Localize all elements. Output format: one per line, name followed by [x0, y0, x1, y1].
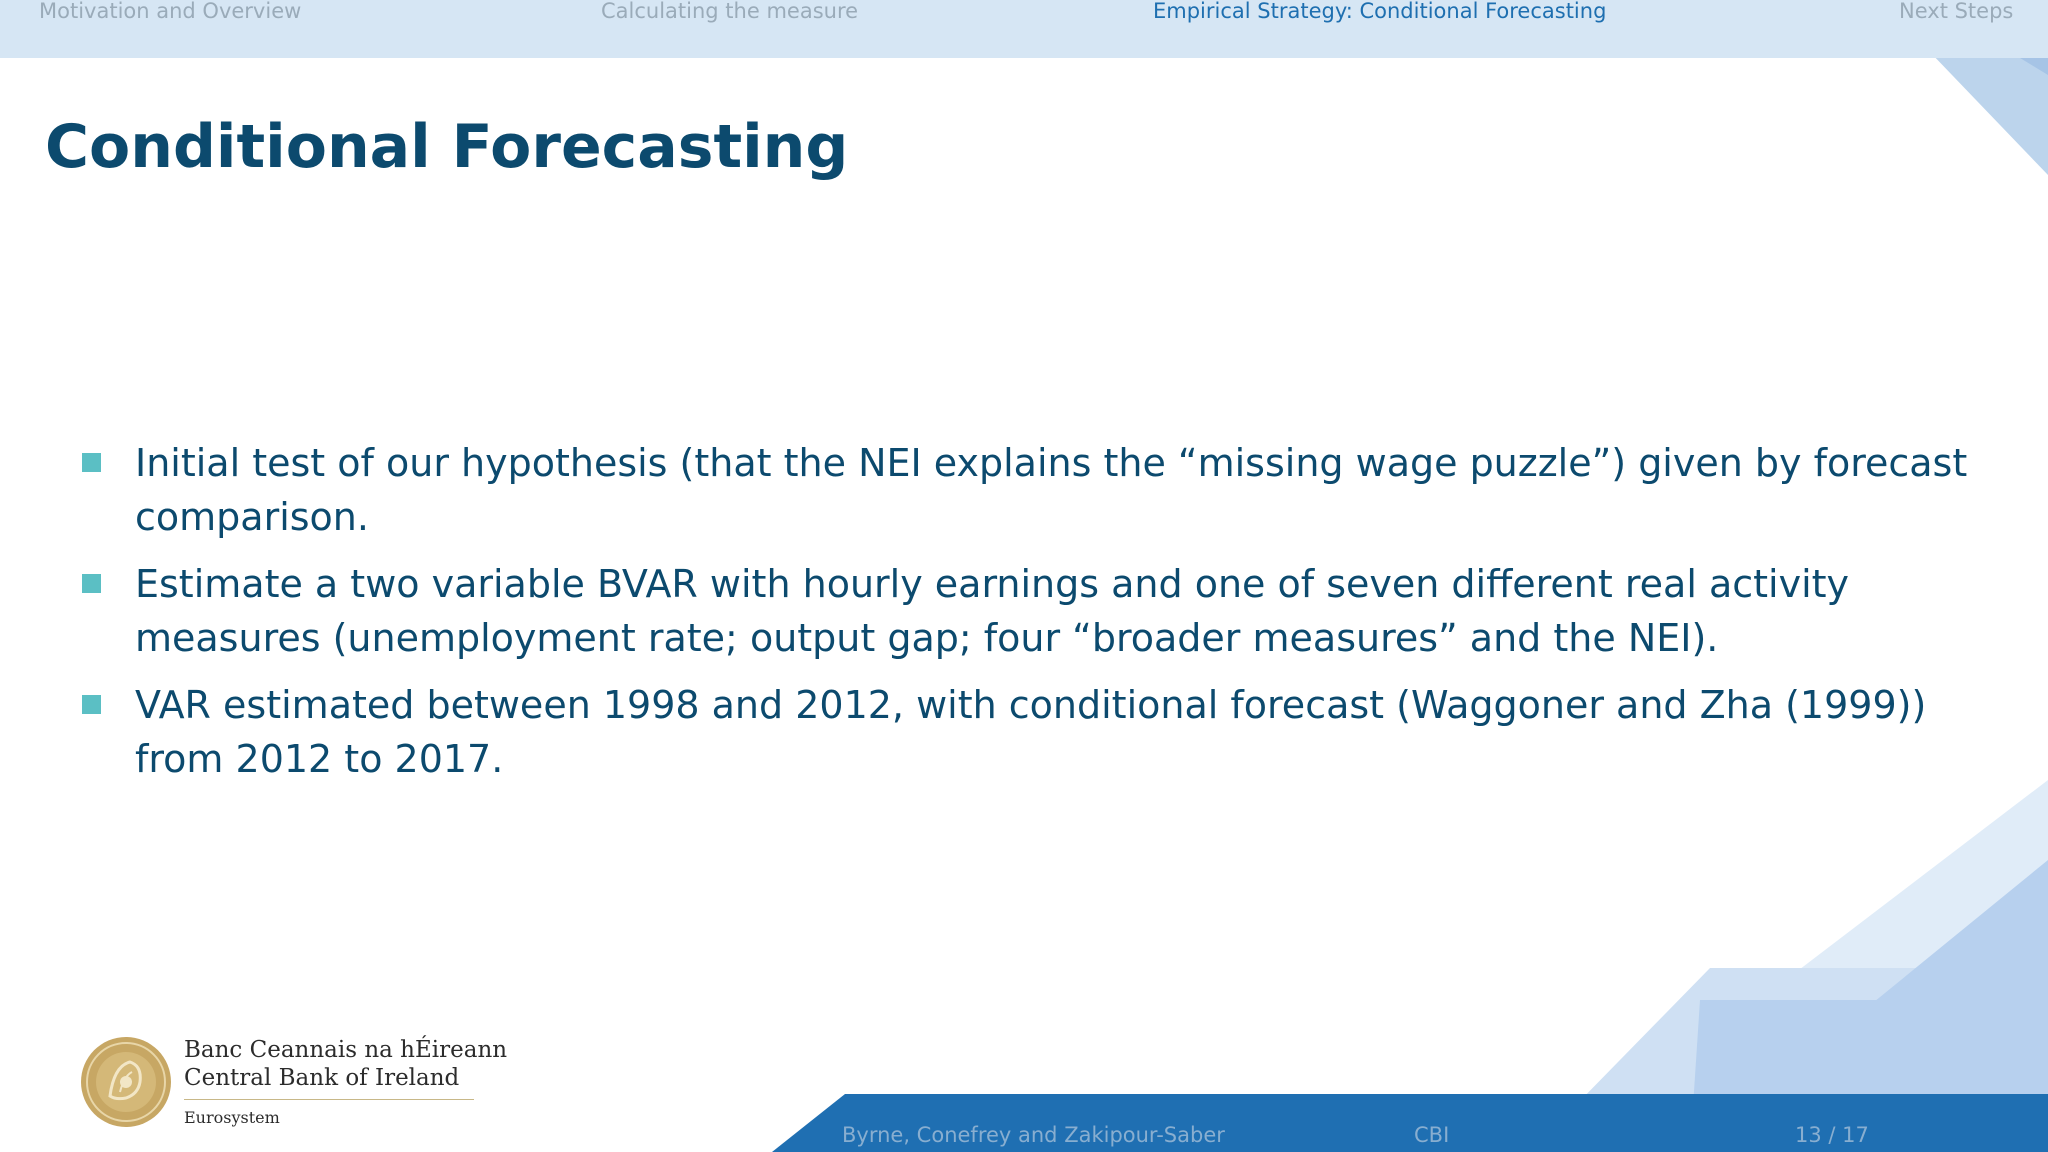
list-item [82, 678, 1982, 786]
bullet-list [82, 436, 1982, 799]
nav-item-motivation[interactable]: Motivation and Overview [39, 0, 302, 23]
list-item [82, 557, 1982, 665]
list-item [82, 436, 1982, 544]
page-title: Conditional Forecasting [45, 112, 849, 182]
nav-item-next-steps[interactable]: Next Steps [1899, 0, 2014, 23]
logo-name-irish: Banc Ceannais na hÉireann [184, 1037, 508, 1063]
logo-subtitle: Eurosystem [184, 1108, 280, 1127]
nav-item-calculating-measure[interactable]: Calculating the measure [601, 0, 859, 23]
bullet-square-icon [82, 453, 101, 472]
bullet-square-icon [82, 695, 101, 714]
nav-item-empirical-strategy[interactable]: Empirical Strategy: Conditional Forecasting [1153, 0, 1607, 23]
central-bank-logo [80, 1036, 508, 1131]
section-navigation-bar [0, 0, 2048, 58]
footer-organization: CBI [1414, 1123, 1450, 1147]
bullet-text: Estimate a two variable BVAR with hourly earnings and one of seven different real activity measures (unemployment rate; output gap; four “broader measures” and the NEI). [135, 562, 1850, 660]
logo-name-english: Central Bank of Ireland [184, 1065, 460, 1091]
logo-divider [184, 1099, 474, 1100]
footer-page-number: 13 / 17 [1795, 1123, 1869, 1147]
footer-authors: Byrne, Conefrey and Zakipour-Saber [842, 1123, 1225, 1147]
bullet-text: VAR estimated between 1998 and 2012, with conditional forecast (Waggoner and Zha (1999)) from 2012 to 2017. [135, 683, 1927, 781]
bullet-text: Initial test of our hypothesis (that the NEI explains the “missing wage puzzle”) given by forecast comparison. [135, 441, 1968, 539]
harp-seal-icon [80, 1036, 172, 1128]
bullet-square-icon [82, 574, 101, 593]
